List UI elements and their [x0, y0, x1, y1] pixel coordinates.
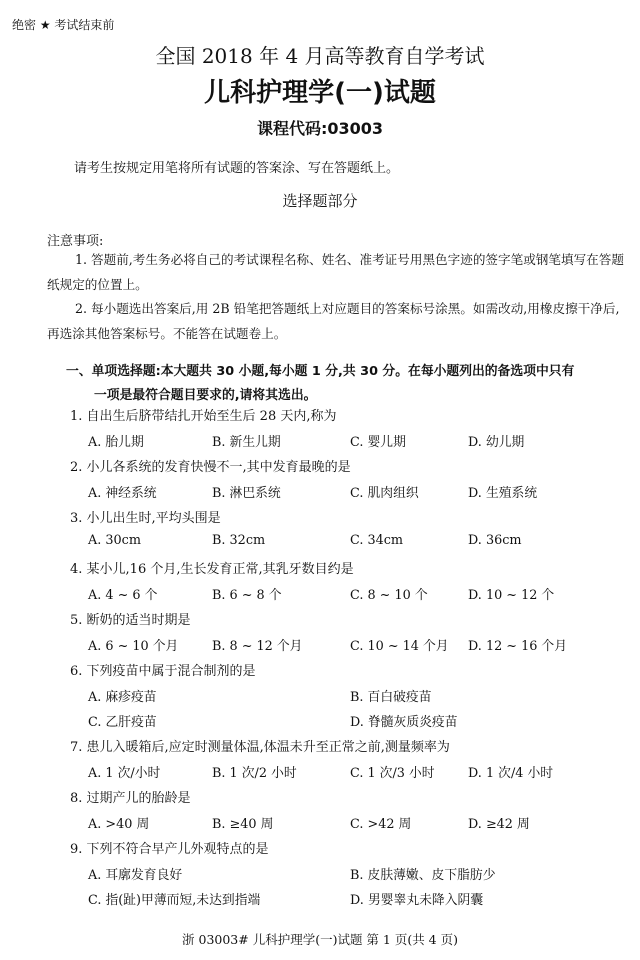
question-stem: 2. 小儿各系统的发育快慢不一,其中发育最晚的是: [70, 460, 351, 475]
question-stem: 8. 过期产儿的胎龄是: [70, 791, 191, 806]
course-code: 课程代码:03003: [256, 119, 384, 138]
note-item: 2. 每小题选出答案后,用 2B 铅笔把答题纸上对应题目的答案标号涂黑。如需改动,用橡皮擦干净后,再选涂其他答案标号。不能答在试题卷上。: [47, 301, 620, 341]
option-a: A. 麻疹疫苗: [88, 690, 157, 705]
question-stem: 4. 某小儿,16 个月,生长发育正常,其乳牙数目约是: [70, 562, 354, 577]
question-item: [66, 405, 626, 456]
option-c: C. 乙肝疫苗: [88, 715, 157, 730]
question-stem: 1. 自出生后脐带结扎开始至生后 28 天内,称为: [70, 409, 337, 424]
option-d: D. ≥42 周: [468, 817, 530, 832]
option-d: D. 10 ~ 12 个: [468, 588, 555, 603]
subject-title: 儿科护理学(一)试题: [204, 78, 436, 108]
question-item: [66, 609, 626, 660]
question-item: [66, 838, 626, 914]
option-b: B. 1 次/2 小时: [212, 766, 297, 781]
option-b: B. ≥40 周: [212, 817, 274, 832]
option-b: B. 新生儿期: [212, 435, 281, 450]
option-a: A. >40 周: [88, 817, 150, 832]
question-item: [66, 736, 626, 787]
option-a: A. 耳廓发育良好: [88, 868, 183, 883]
option-a: A. 4 ~ 6 个: [88, 588, 158, 603]
option-c: C. 1 次/3 小时: [350, 766, 435, 781]
option-d: D. 幼儿期: [468, 435, 525, 450]
question-stem: 9. 下列不符合早产儿外观特点的是: [70, 842, 269, 857]
question-item: [66, 558, 626, 609]
option-c: C. 34cm: [350, 533, 404, 548]
question-item: [66, 456, 626, 507]
option-b: B. 皮肤薄嫩、皮下脂肪少: [350, 868, 496, 883]
question-item: [66, 787, 626, 838]
question-list: [66, 405, 626, 914]
option-d: D. 36cm: [468, 533, 522, 548]
question-stem: 6. 下列疫苗中属于混合制剂的是: [70, 664, 256, 679]
question-stem: 5. 断奶的适当时期是: [70, 613, 191, 628]
confidential-mark: 绝密 ★ 考试结束前: [12, 18, 115, 32]
question-stem: 3. 小儿出生时,平均头围是: [70, 511, 221, 526]
option-d: D. 1 次/4 小时: [468, 766, 554, 781]
option-a: A. 6 ~ 10 个月: [88, 639, 179, 654]
option-b: B. 32cm: [212, 533, 266, 548]
notes-label: 注意事项:: [47, 234, 104, 249]
option-c: C. 肌肉组织: [350, 486, 419, 501]
option-d: D. 男婴睾丸未降入阴囊: [350, 893, 484, 908]
option-b: B. 6 ~ 8 个: [212, 588, 282, 603]
answer-instruction: 请考生按规定用笔将所有试题的答案涂、写在答题纸上。: [74, 161, 400, 176]
question-stem: 7. 患儿入暖箱后,应定时测量体温,体温未升至正常之前,测量频率为: [70, 740, 450, 755]
part-heading-line: 一项是最符合题目要求的,请将其选出。: [94, 388, 317, 403]
option-d: D. 生殖系统: [468, 486, 538, 501]
option-c: C. 婴儿期: [350, 435, 406, 450]
option-a: A. 30cm: [88, 533, 141, 548]
option-a: A. 胎儿期: [88, 435, 144, 450]
option-a: A. 神经系统: [88, 486, 157, 501]
note-item: 1. 答题前,考生务必将自己的考试课程名称、姓名、准考证号用黑色字迹的签字笔或钢笔填写在答题纸规定的位置上。: [47, 252, 624, 292]
option-c: C. >42 周: [350, 817, 412, 832]
question-item: [66, 660, 626, 736]
option-d: D. 12 ~ 16 个月: [468, 639, 568, 654]
option-b: B. 8 ~ 12 个月: [212, 639, 303, 654]
option-b: B. 百白破疫苗: [350, 690, 432, 705]
option-d: D. 脊髓灰质炎疫苗: [350, 715, 458, 730]
part-heading: [66, 360, 626, 408]
option-c: C. 指(趾)甲薄而短,未达到指端: [88, 893, 261, 908]
question-item: [66, 507, 626, 558]
option-b: B. 淋巴系统: [212, 486, 281, 501]
exam-title: 全国 2018 年 4 月高等教育自学考试: [155, 44, 485, 68]
part-heading-line: 一、单项选择题:本大题共 30 小题,每小题 1 分,共 30 分。在每小题列出的备选项中只有: [66, 364, 575, 379]
option-a: A. 1 次/小时: [88, 766, 161, 781]
option-c: C. 8 ~ 10 个: [350, 588, 428, 603]
page-footer: 浙 03003# 儿科护理学(一)试题 第 1 页(共 4 页): [182, 932, 458, 947]
section-title: 选择题部分: [282, 192, 358, 210]
option-c: C. 10 ~ 14 个月: [350, 639, 449, 654]
